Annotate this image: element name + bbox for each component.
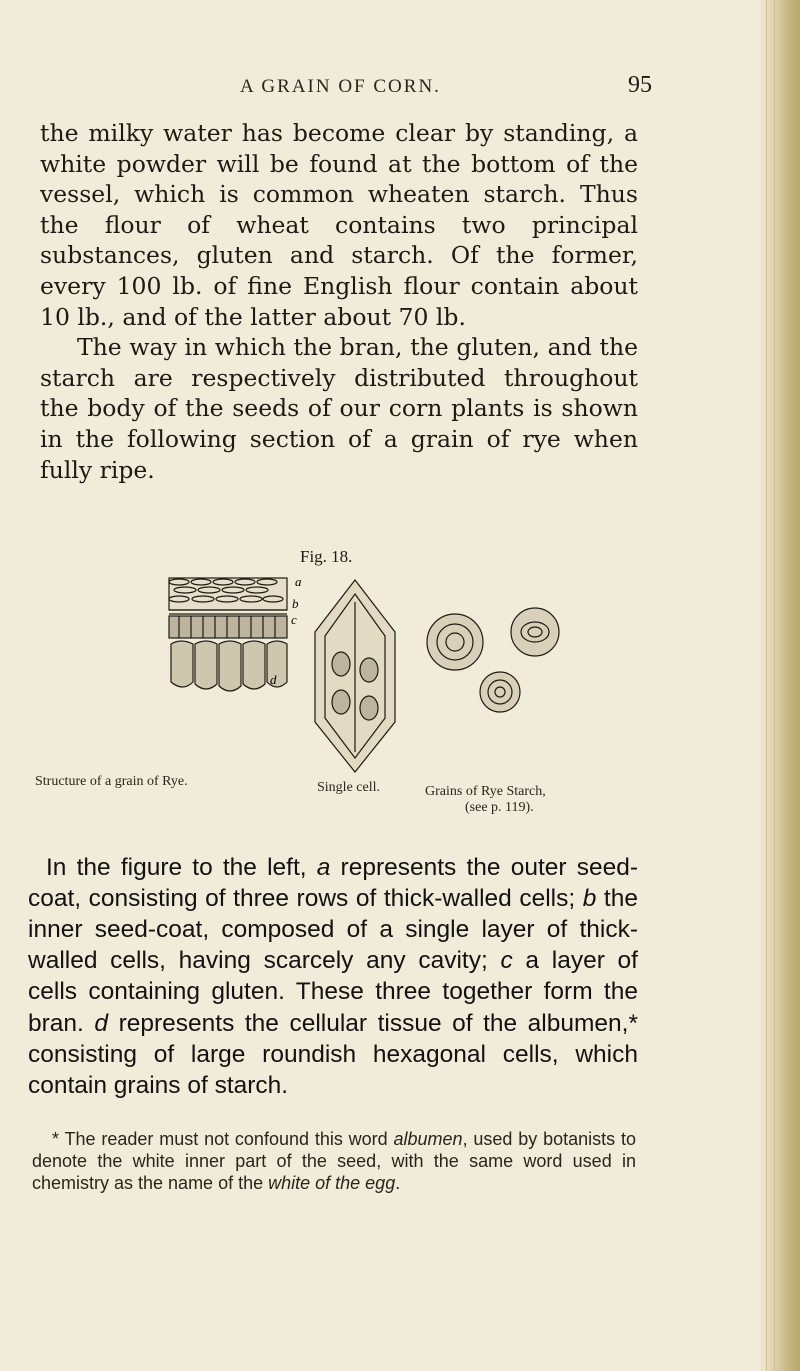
p3-letter-c: c xyxy=(500,947,513,975)
paragraph-3 xyxy=(28,852,638,1102)
p3-text-2: represents the outer seed-coat, consisting of three rows of thick-walled cells; xyxy=(28,853,638,912)
outer-seed-coat-rows xyxy=(169,578,287,610)
label-d: d xyxy=(270,672,277,687)
p3-letter-b: b xyxy=(582,884,597,912)
footnote xyxy=(32,1110,636,1212)
label-a: a xyxy=(295,574,302,589)
caption-single-cell: Single cell. xyxy=(317,780,380,795)
page-header xyxy=(0,72,760,116)
p3-letter-a: a xyxy=(316,853,331,881)
edge-line xyxy=(784,0,785,1371)
paragraph-2: The way in which the bran, the gluten, and the starch are respectively distributed throughout the body of the seeds of our corn plants is shown in the following section of a grain of rye when fully ripe. xyxy=(40,333,638,484)
figure-illustration xyxy=(165,572,655,802)
footnote-text-1: * The reader must not confound this word xyxy=(52,1129,394,1149)
label-c: c xyxy=(291,612,297,627)
book-spine-edge xyxy=(760,0,800,1371)
footnote-text-2: , used by botanists to denote the white inner part of the seed, with the same word used in chemistry as the name of the xyxy=(32,1129,636,1193)
page-number: 95 xyxy=(628,72,652,98)
body-text-top xyxy=(40,118,638,485)
body-text-bottom xyxy=(28,827,638,1126)
p3-text-3: the inner seed-coat, composed of a single layer of thick-walled cells, having scarcely any cavity; xyxy=(28,884,638,975)
caption-see-page: (see p. 119). xyxy=(465,800,534,815)
running-head: A GRAIN OF CORN. xyxy=(240,76,441,97)
label-b: b xyxy=(292,596,299,611)
p3-text-5: represents the cellular tissue of the albumen,* consisting of large roundish hexagonal cells, which contain grains of starch. xyxy=(28,1009,639,1099)
p3-text-1: In the figure to the left, xyxy=(46,853,317,881)
inner-seed-coat-layer xyxy=(169,610,287,614)
caption-starch-grains: Grains of Rye Starch, xyxy=(425,784,546,799)
rye-starch-grains-drawing xyxy=(427,608,559,712)
footnote-albumen: albumen xyxy=(393,1129,463,1149)
edge-line xyxy=(774,0,775,1371)
p3-text-4: a layer of cells containing gluten. These three together form the bran. xyxy=(28,947,638,1037)
paragraph-1: the milky water has become clear by standing, a white powder will be found at the bottom of the vessel, which is common wheaten starch. Thus the flour of wheat contains two principal substances, gluten and starch. Of the former, every 100 lb. of fine English flour contain about 10 lb., and of the latter about 70 lb. xyxy=(40,119,638,331)
footnote-white-of-egg: white of the egg xyxy=(268,1173,396,1193)
single-cell-drawing xyxy=(315,580,395,772)
caption-structure: Structure of a grain of Rye. xyxy=(35,774,188,789)
figure-18 xyxy=(35,572,655,815)
figure-label: Fig. 18. xyxy=(300,547,353,566)
edge-line xyxy=(766,0,767,1371)
p3-letter-d: d xyxy=(94,1009,109,1037)
footnote-text xyxy=(32,1128,636,1194)
footnote-text-3: . xyxy=(395,1173,401,1193)
gluten-cell-layer xyxy=(169,616,287,638)
